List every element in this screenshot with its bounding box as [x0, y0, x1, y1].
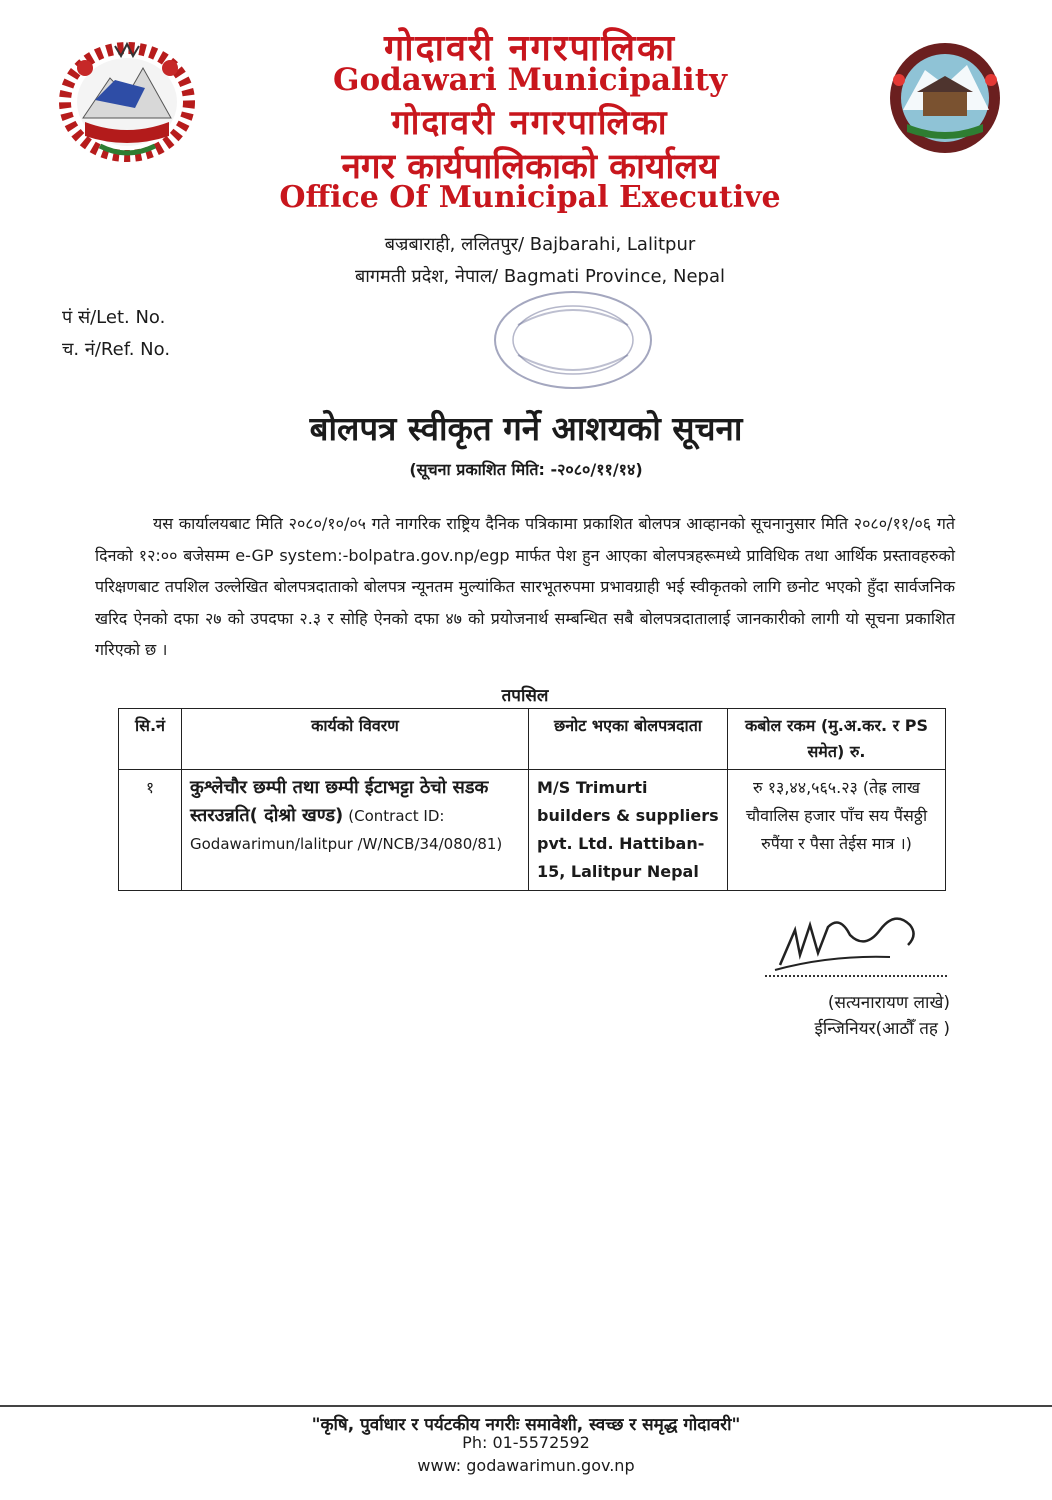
address-line-2: बागमती प्रदेश, नेपाल/ Bagmati Province, Nepal: [354, 266, 725, 287]
notice-title: बोलपत्र स्वीकृत गर्ने आशयको सूचना: [309, 409, 743, 448]
address-line-1: बज्रबाराही, ललितपुर/ Bajbarahi, Lalitpur: [384, 234, 696, 255]
municipality-name-newari: गोदावरी नगरपालिका: [391, 103, 669, 143]
work-name: कुश्लेचौर छम्पी तथा छम्पी ईटाभट्टा ठेचो सडक स्तरउन्नति( दोश्रो खण्ड): [190, 777, 489, 826]
signature-mark: [770, 895, 930, 975]
municipality-name-nepali: गोदावरी नगरपालिका: [383, 27, 677, 69]
table-row: [119, 770, 946, 891]
footer-phone: Ph: 01-5572592: [462, 1433, 590, 1452]
table-header-row: [119, 709, 946, 770]
bid-table: [118, 708, 946, 891]
letter-number-label: पं सं/Let. No.: [62, 307, 166, 328]
office-stamp: [488, 285, 658, 395]
godawari-municipality-logo: [885, 40, 1005, 158]
col-sn-header: सि.नं: [119, 709, 182, 770]
footer-website: www: godawarimun.gov.np: [417, 1456, 635, 1475]
row-amount: रु १३,४४,५६५.२३ (तेह्र लाख चौवालिस हजार पाँच सय पैंसठ्ठी रुपैंया र पैसा तेईस मात्र ।): [728, 770, 946, 891]
schedule-heading: तपसिल: [501, 686, 549, 706]
row-bidder: M/S Trimurti builders & suppliers pvt. Ltd. Hattiban-15, Lalitpur Nepal: [529, 770, 728, 891]
footer-slogan: "कृषि, पुर्वाधार र पर्यटकीय नगरीः समावेशी, स्वच्छ र समृद्ध गोदावरी": [311, 1415, 741, 1435]
contract-id: (Contract ID: Godawarimun/lalitpur /W/NCB/34/080/81): [190, 807, 503, 853]
reference-number-label: च. नं/Ref. No.: [62, 339, 171, 360]
office-name-nepali: नगर कार्यपालिकाको कार्यालय: [341, 146, 719, 187]
row-description: [182, 770, 529, 891]
signature-line: [765, 975, 947, 977]
municipality-name-english: Godawari Municipality: [332, 62, 728, 98]
row-sn: १: [119, 770, 182, 891]
col-desc-header: कार्यको विवरण: [182, 709, 529, 770]
col-bidder-header: छनोट भएका बोलपत्रदाता: [529, 709, 728, 770]
notice-published-date: (सूचना प्रकाशित मिति: -२०८०/११/१४): [409, 460, 643, 479]
col-amount-header: कबोल रकम (मु.अ.कर. र PS समेत) रु.: [728, 709, 946, 770]
signatory-name: (सत्यनारायण लाखे): [827, 993, 950, 1013]
office-name-english: Office Of Municipal Executive: [279, 180, 781, 215]
nepal-emblem-logo: [55, 38, 200, 163]
signatory-title: ईन्जिनियर(आठौँ तह ): [814, 1019, 950, 1039]
footer-divider: [0, 1405, 1052, 1407]
notice-body: यस कार्यालयबाट मिति २०८०/१०/०५ गते नागरिक राष्ट्रिय दैनिक पत्रिकामा प्रकाशित बोलपत्र आव्हानको सूचनानुसार मिति २०८०/११/०६ गते दिनको १२:०० बजेसम्म e-GP system:-bolpatra.gov.np/egp मार्फत पेश हुन आएका बोलपत्रहरूमध्ये प्राविधिक तथा आर्थिक प्रस्तावहरुको परिक्षणबाट तपशिल उल्लेखित बोलपत्रदाताको बोलपत्र न्यूनतम मुल्यांकित सारभूतरुपमा प्रभावग्राही भई स्वीकृतको लागि छनोट भएको हुँदा सार्वजनिक खरिद ऐनको दफा २७ को उपदफा २.३ र सोहि ऐनको दफा ४७ को प्रयोजनार्थ सम्बन्धित सबै बोलपत्रदातालाई जानकारीको लागी यो सूचना प्रकाशित गरिएको छ ।: [95, 514, 955, 659]
